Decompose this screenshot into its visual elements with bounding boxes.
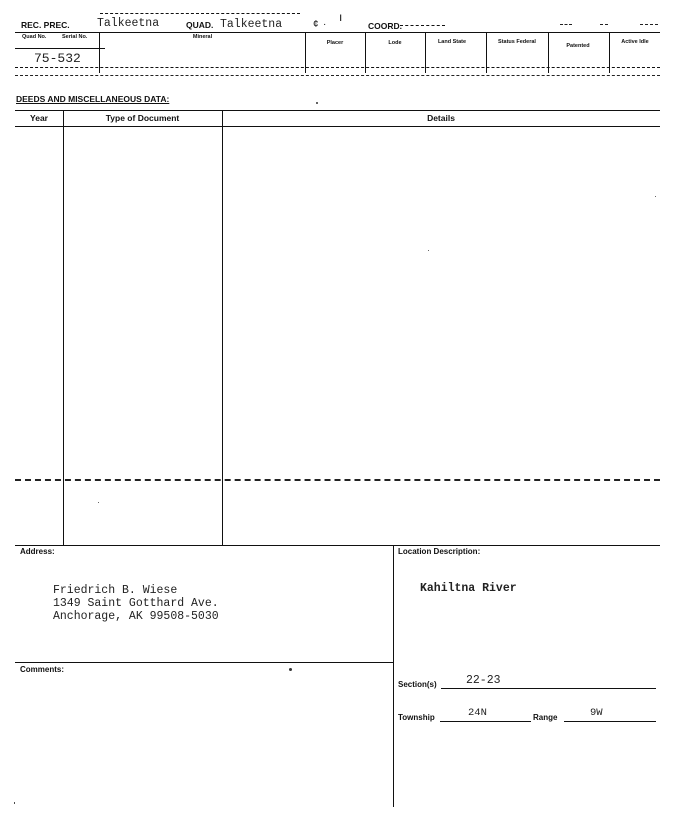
section-value: 22-23	[466, 674, 501, 687]
col-year: Year	[30, 113, 48, 123]
address-line-3: Anchorage, AK 99508-5030	[53, 610, 219, 623]
township-value: 24N	[468, 707, 487, 719]
col-active-idle: Active Idle	[621, 39, 649, 45]
range-value: 9W	[590, 707, 603, 719]
col-patented: Patented	[566, 43, 590, 49]
col-land-state: Land State	[437, 39, 467, 45]
col-details: Details	[427, 113, 455, 123]
rec-prec-value: Talkeetna	[97, 17, 160, 30]
quad-symbol: ¢	[313, 19, 319, 30]
range-label: Range	[533, 713, 558, 722]
address-line-1: Friedrich B. Wiese	[53, 584, 178, 597]
address-line-2: 1349 Saint Gotthard Ave.	[53, 597, 219, 610]
tick-mark-2: ı	[339, 10, 343, 24]
col-placer: Placer	[326, 40, 344, 46]
location-description-value: Kahiltna River	[420, 582, 517, 595]
township-label: Township	[398, 713, 435, 722]
rec-prec-label: REC. PREC.	[21, 20, 70, 30]
col-mineral: Mineral	[192, 34, 213, 40]
col-status-federal: Status Federal	[498, 39, 536, 45]
col-lode: Lode	[388, 40, 402, 46]
comments-label: Comments:	[20, 665, 65, 674]
quad-label: QUAD.	[186, 20, 214, 30]
quad-serial-value: 75-532	[34, 51, 81, 66]
coord-label: COORD.	[368, 21, 402, 31]
col-quad-no: Quad No.	[22, 34, 47, 40]
location-description-label: Location Description:	[398, 547, 481, 556]
deeds-title: DEEDS AND MISCELLANEOUS DATA:	[16, 94, 170, 104]
tick-mark: ·	[323, 19, 327, 30]
col-type-of-document: Type of Document	[105, 113, 180, 123]
section-label: Section(s)	[398, 680, 437, 689]
quad-value: Talkeetna	[220, 18, 283, 31]
col-serial-no: Serial No.	[62, 34, 88, 40]
address-label: Address:	[20, 547, 55, 556]
